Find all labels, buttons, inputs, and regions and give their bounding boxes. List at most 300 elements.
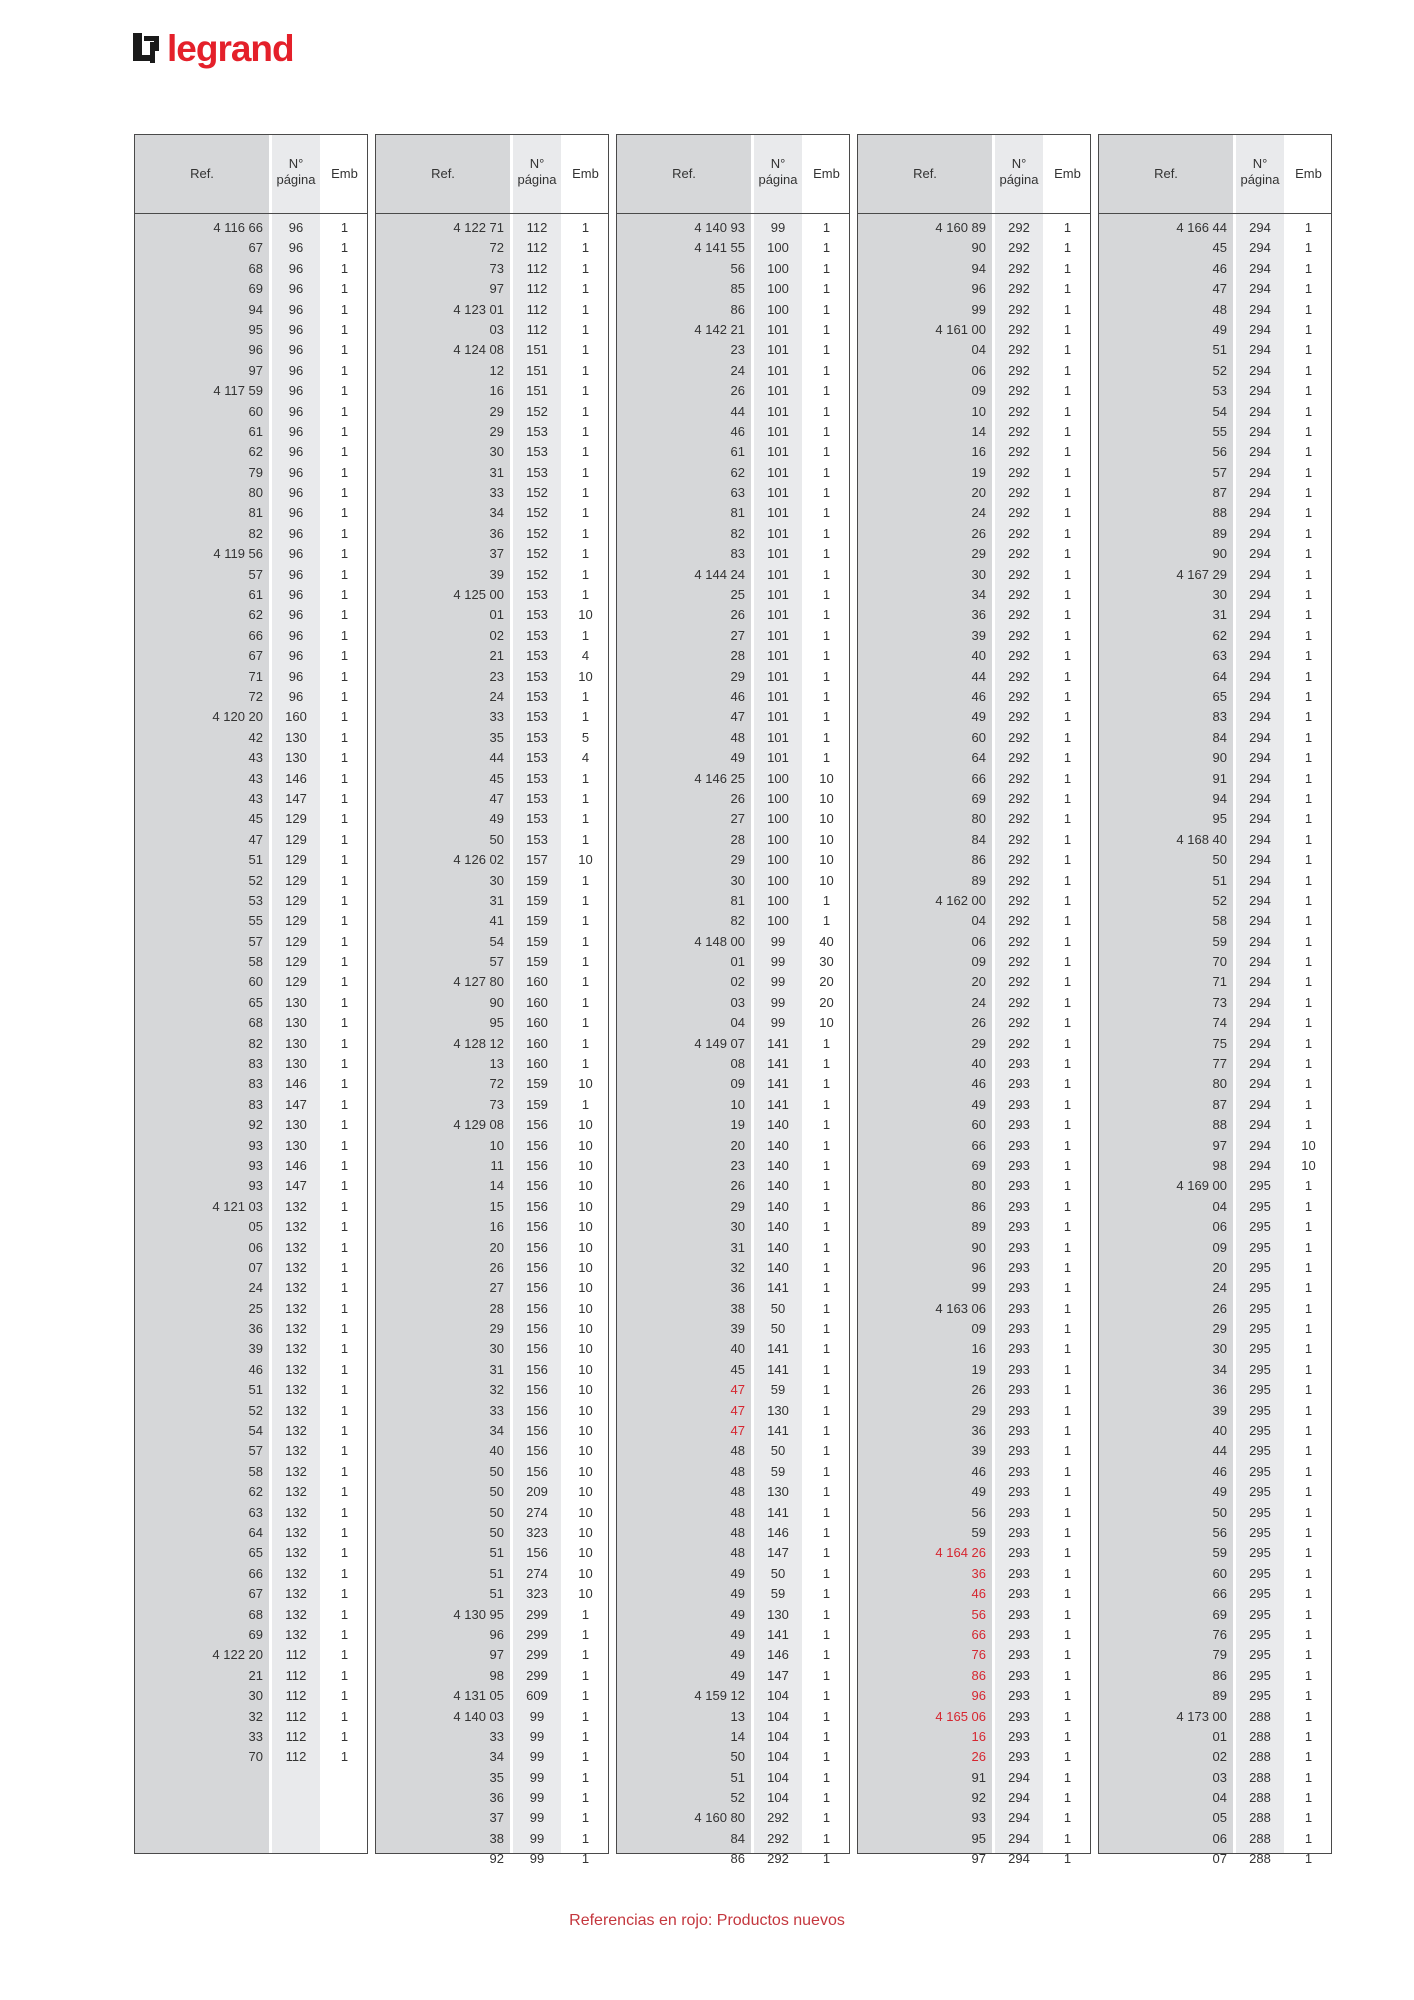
table-row [376, 972, 608, 992]
ref-cell: 79 [1212, 1647, 1227, 1663]
table-row [858, 972, 1090, 992]
page-cell: 140 [767, 1157, 789, 1173]
emb-cell: 1 [822, 1830, 831, 1846]
emb-cell: 1 [1063, 444, 1072, 460]
emb-cell: 1 [822, 1626, 831, 1642]
emb-cell: 1 [1063, 1402, 1072, 1418]
table-row [617, 707, 849, 727]
page-cell: 130 [285, 994, 307, 1010]
page-cell: 292 [1008, 362, 1030, 378]
page-cell: 292 [1008, 729, 1030, 745]
table-row [135, 1747, 367, 1767]
emb-cell: 1 [581, 1056, 590, 1072]
ref-cell: 4 161 00 [935, 321, 986, 337]
ref-cell: 4 160 89 [935, 220, 986, 235]
page-cell: 293 [1008, 1321, 1030, 1337]
ref-cell: 26 [489, 1259, 504, 1275]
emb-cell: 1 [340, 1626, 349, 1642]
page-cell: 294 [1249, 464, 1271, 480]
page-cell: 292 [1008, 525, 1030, 541]
page-cell: 96 [288, 668, 304, 684]
page-cell: 293 [1008, 1056, 1030, 1072]
page-cell: 152 [526, 403, 548, 419]
table-row [135, 503, 367, 523]
page-cell: 112 [285, 1647, 307, 1663]
emb-cell: 1 [1304, 933, 1313, 949]
page-cell: 159 [526, 1076, 548, 1092]
page-cell: 156 [526, 1545, 548, 1561]
ref-cell: 95 [971, 1830, 986, 1846]
ref-cell: 26 [971, 1015, 986, 1031]
table-row [617, 1666, 849, 1686]
page-cell: 293 [1008, 1423, 1030, 1439]
table-row [858, 952, 1090, 972]
emb-cell: 1 [581, 281, 590, 297]
header-page-line1: N° [288, 156, 304, 171]
ref-cell: 20 [1212, 1259, 1227, 1275]
page-cell: 112 [526, 240, 548, 256]
page-cell: 292 [1008, 750, 1030, 766]
emb-cell: 1 [822, 1178, 831, 1194]
ref-cell: 72 [489, 1076, 504, 1092]
table-row [135, 1339, 367, 1359]
table-row [1099, 932, 1331, 952]
ref-cell: 69 [971, 790, 986, 806]
emb-cell: 1 [340, 1749, 349, 1765]
emb-cell: 1 [822, 342, 831, 358]
table-row [617, 1849, 849, 1869]
page-cell: 294 [1249, 403, 1271, 419]
emb-cell: 1 [822, 1463, 831, 1479]
emb-cell: 1 [581, 770, 590, 786]
page-cell: 100 [767, 240, 789, 256]
emb-cell: 1 [822, 321, 831, 337]
table-row [617, 361, 849, 381]
ref-cell: 06 [248, 1239, 263, 1255]
emb-cell: 1 [1304, 1035, 1313, 1051]
page-cell: 50 [770, 1321, 786, 1337]
table-row [858, 809, 1090, 829]
emb-cell: 1 [340, 668, 349, 684]
legrand-mark-icon [133, 33, 161, 65]
table-row [858, 748, 1090, 768]
table-row [376, 748, 608, 768]
table-row [376, 850, 608, 870]
table-row [1099, 1666, 1331, 1686]
ref-cell: 09 [971, 1321, 986, 1337]
page-cell: 132 [285, 1484, 307, 1500]
emb-cell: 10 [578, 1178, 593, 1194]
table-row [376, 1054, 608, 1074]
ref-cell: 34 [489, 1749, 504, 1765]
emb-cell: 1 [1063, 240, 1072, 256]
table-header [858, 135, 1090, 214]
emb-cell: 1 [1063, 688, 1072, 704]
table-row [858, 646, 1090, 666]
ref-cell: 62 [248, 444, 263, 460]
ref-cell: 69 [971, 1157, 986, 1173]
emb-cell: 1 [340, 1382, 349, 1398]
page-cell: 292 [1008, 1015, 1030, 1031]
reference-table [857, 134, 1091, 1867]
ref-cell: 31 [1212, 607, 1227, 623]
emb-cell: 1 [1304, 1117, 1313, 1133]
emb-cell: 10 [578, 1402, 593, 1418]
table-row [858, 524, 1090, 544]
emb-cell: 1 [822, 1280, 831, 1296]
table-row [1099, 544, 1331, 564]
table-row [858, 932, 1090, 952]
emb-cell: 1 [1063, 220, 1072, 235]
header-emb: Emb [813, 166, 840, 181]
emb-cell: 1 [1304, 1259, 1313, 1275]
emb-cell: 1 [1304, 1830, 1313, 1846]
table-row [858, 463, 1090, 483]
table-row [1099, 1136, 1331, 1156]
ref-cell: 51 [248, 1382, 263, 1398]
page-cell: 293 [1008, 1667, 1030, 1683]
emb-cell: 10 [578, 1382, 593, 1398]
table-row [617, 1278, 849, 1298]
ref-cell: 40 [730, 1341, 745, 1357]
page-cell: 96 [288, 607, 304, 623]
table-header [1099, 135, 1331, 214]
ref-cell: 33 [489, 485, 504, 501]
emb-cell: 1 [1063, 281, 1072, 297]
ref-cell: 4 165 06 [935, 1708, 986, 1724]
page-cell: 288 [1249, 1851, 1271, 1867]
ref-cell: 93 [971, 1810, 986, 1826]
table-row [1099, 748, 1331, 768]
emb-cell: 1 [1304, 1647, 1313, 1663]
ref-cell: 38 [489, 1830, 504, 1846]
emb-cell: 1 [822, 688, 831, 704]
page-cell: 146 [767, 1647, 789, 1663]
table-row [617, 1707, 849, 1727]
ref-cell: 29 [730, 668, 745, 684]
emb-cell: 1 [822, 1647, 831, 1663]
page-cell: 293 [1008, 1239, 1030, 1255]
page-cell: 130 [285, 729, 307, 745]
table-row [617, 1380, 849, 1400]
emb-cell: 1 [340, 383, 349, 399]
ref-cell: 60 [971, 1117, 986, 1133]
table-row [376, 728, 608, 748]
emb-cell: 1 [1063, 1463, 1072, 1479]
table-row [617, 1176, 849, 1196]
emb-cell: 1 [1063, 1219, 1072, 1235]
table-row [617, 1421, 849, 1441]
table-row [617, 728, 849, 748]
ref-cell: 50 [489, 1504, 504, 1520]
page-cell: 294 [1249, 648, 1271, 664]
emb-cell: 10 [578, 1504, 593, 1520]
table-row [1099, 871, 1331, 891]
table-row [617, 1238, 849, 1258]
ref-cell: 34 [971, 587, 986, 603]
emb-cell: 1 [1063, 831, 1072, 847]
header-page-line2: página [1240, 172, 1280, 187]
ref-cell: 64 [248, 1525, 263, 1540]
ref-cell: 04 [971, 913, 986, 929]
ref-cell: 91 [971, 1769, 986, 1785]
page-cell: 292 [1008, 546, 1030, 562]
page-cell: 140 [767, 1137, 789, 1153]
ref-cell: 80 [971, 1178, 986, 1194]
emb-cell: 1 [581, 933, 590, 949]
emb-cell: 5 [581, 729, 590, 745]
table-row [135, 1197, 367, 1217]
ref-cell: 54 [248, 1423, 263, 1439]
page-cell: 294 [1249, 505, 1271, 521]
emb-cell: 1 [1063, 1790, 1072, 1806]
emb-cell: 10 [578, 1137, 593, 1153]
ref-cell: 51 [1212, 872, 1227, 888]
table-row [135, 707, 367, 727]
page-cell: 295 [1249, 1626, 1271, 1642]
page-cell: 141 [767, 1096, 789, 1112]
page-cell: 151 [526, 362, 548, 378]
emb-cell: 1 [581, 892, 590, 908]
ref-cell: 23 [730, 342, 745, 358]
emb-cell: 1 [1063, 1484, 1072, 1500]
table-row [376, 1605, 608, 1625]
ref-cell: 4 173 00 [1176, 1708, 1227, 1724]
table-row [376, 1523, 608, 1543]
page-cell: 153 [526, 423, 548, 439]
page-cell: 292 [767, 1830, 789, 1846]
page-cell: 294 [1249, 1076, 1271, 1092]
page-cell: 323 [526, 1586, 548, 1602]
table-row [858, 1380, 1090, 1400]
page-cell: 96 [288, 648, 304, 664]
table-row [135, 728, 367, 748]
emb-cell: 1 [822, 362, 831, 378]
page-cell: 160 [526, 1035, 548, 1051]
table-row [135, 748, 367, 768]
page-cell: 294 [1249, 770, 1271, 786]
header-emb: Emb [572, 166, 599, 181]
ref-cell: 52 [248, 872, 263, 888]
ref-cell: 89 [1212, 1688, 1227, 1704]
ref-cell: 69 [248, 281, 263, 297]
table-row [858, 1217, 1090, 1237]
table-row [135, 1564, 367, 1584]
ref-cell: 23 [730, 1157, 745, 1173]
emb-cell: 1 [340, 852, 349, 868]
ref-cell: 74 [1212, 1015, 1227, 1031]
page-cell: 101 [767, 587, 789, 603]
table-row [376, 1808, 608, 1828]
page-cell: 153 [526, 648, 548, 664]
page-cell: 295 [1249, 1484, 1271, 1500]
page-cell: 293 [1008, 1463, 1030, 1479]
emb-cell: 1 [822, 485, 831, 501]
page-cell: 152 [526, 485, 548, 501]
page-cell: 160 [526, 1056, 548, 1072]
emb-cell: 1 [1063, 1300, 1072, 1316]
table-row [858, 1258, 1090, 1278]
emb-cell: 1 [1304, 321, 1313, 337]
emb-cell: 1 [1304, 1300, 1313, 1316]
ref-cell: 65 [248, 994, 263, 1010]
ref-cell: 50 [489, 1484, 504, 1500]
ref-cell: 04 [1212, 1790, 1227, 1806]
ref-cell: 39 [971, 627, 986, 643]
page-cell: 96 [288, 362, 304, 378]
table-row [617, 524, 849, 544]
emb-cell: 1 [340, 1708, 349, 1724]
ref-cell: 70 [1212, 954, 1227, 970]
table-row [617, 1686, 849, 1706]
page-cell: 292 [1008, 281, 1030, 297]
page-cell: 293 [1008, 1586, 1030, 1602]
ref-cell: 90 [1212, 546, 1227, 562]
emb-cell: 1 [340, 1137, 349, 1153]
emb-cell: 1 [1063, 1035, 1072, 1051]
page-cell: 295 [1249, 1178, 1271, 1194]
page-cell: 141 [767, 1504, 789, 1520]
table-row [858, 1115, 1090, 1135]
reference-table [375, 134, 609, 1867]
table-row [376, 1136, 608, 1156]
page-cell: 147 [285, 1096, 307, 1112]
emb-cell: 1 [822, 587, 831, 603]
page-cell: 132 [285, 1198, 307, 1214]
table-row [135, 830, 367, 850]
emb-cell: 1 [1304, 1769, 1313, 1785]
table-row [135, 1686, 367, 1706]
ref-cell: 50 [489, 1525, 504, 1540]
table-row [135, 850, 367, 870]
page-cell: 292 [1008, 240, 1030, 256]
emb-cell: 1 [581, 321, 590, 337]
emb-cell: 1 [1063, 648, 1072, 664]
emb-cell: 1 [1304, 1361, 1313, 1377]
page-cell: 112 [526, 321, 548, 337]
emb-cell: 1 [340, 1504, 349, 1520]
emb-cell: 1 [822, 1117, 831, 1133]
emb-cell: 1 [1304, 1606, 1313, 1622]
page-cell: 152 [526, 546, 548, 562]
page-cell: 141 [767, 1361, 789, 1377]
emb-cell: 1 [1304, 403, 1313, 419]
page-cell: 295 [1249, 1606, 1271, 1622]
emb-cell: 1 [1063, 1647, 1072, 1663]
emb-cell: 1 [581, 1606, 590, 1622]
table-row [1099, 1156, 1331, 1176]
table-row [135, 1401, 367, 1421]
ref-cell: 46 [1212, 1463, 1227, 1479]
emb-cell: 1 [581, 1035, 590, 1051]
table-row [376, 626, 608, 646]
table-row [376, 1034, 608, 1054]
table-row [135, 544, 367, 564]
ref-cell: 76 [971, 1647, 986, 1663]
ref-cell: 84 [730, 1830, 745, 1846]
emb-cell: 10 [578, 1280, 593, 1296]
page-cell: 292 [1008, 505, 1030, 521]
page-cell: 151 [526, 383, 548, 399]
emb-cell: 1 [1063, 1382, 1072, 1398]
ref-cell: 92 [489, 1851, 504, 1867]
page-cell: 100 [767, 260, 789, 276]
ref-cell: 30 [489, 444, 504, 460]
table-row [135, 1299, 367, 1319]
emb-cell: 10 [578, 1463, 593, 1479]
table-row [617, 972, 849, 992]
table-row [858, 1360, 1090, 1380]
ref-cell: 58 [248, 954, 263, 970]
page-cell: 153 [526, 770, 548, 786]
page-cell: 293 [1008, 1545, 1030, 1561]
page-cell: 294 [1008, 1830, 1030, 1846]
header-emb: Emb [1054, 166, 1081, 181]
emb-cell: 1 [581, 1626, 590, 1642]
emb-cell: 1 [822, 1545, 831, 1561]
emb-cell: 1 [581, 1728, 590, 1744]
ref-cell: 16 [971, 444, 986, 460]
ref-cell: 49 [730, 1667, 745, 1683]
page-cell: 96 [288, 342, 304, 358]
ref-cell: 66 [971, 770, 986, 786]
emb-cell: 1 [822, 403, 831, 419]
page-cell: 292 [1008, 627, 1030, 643]
table-row [1099, 1401, 1331, 1421]
page-cell: 104 [767, 1688, 789, 1704]
table-row [1099, 707, 1331, 727]
ref-cell: 96 [971, 1259, 986, 1275]
ref-cell: 73 [1212, 994, 1227, 1010]
ref-cell: 63 [1212, 648, 1227, 664]
table-row [858, 1788, 1090, 1808]
table-row [135, 1054, 367, 1074]
ref-cell: 83 [1212, 709, 1227, 725]
ref-cell: 87 [1212, 1096, 1227, 1112]
emb-cell: 1 [1063, 525, 1072, 541]
emb-cell: 1 [822, 1219, 831, 1235]
emb-cell: 1 [1304, 688, 1313, 704]
ref-cell: 70 [248, 1749, 263, 1765]
page-cell: 130 [767, 1484, 789, 1500]
ref-cell: 81 [248, 505, 263, 521]
ref-cell: 58 [1212, 913, 1227, 929]
ref-cell: 96 [489, 1626, 504, 1642]
page-cell: 159 [526, 933, 548, 949]
page-cell: 100 [767, 301, 789, 317]
table-row [135, 565, 367, 585]
emb-cell: 1 [1304, 750, 1313, 766]
emb-cell: 1 [581, 1688, 590, 1704]
page-cell: 112 [526, 260, 548, 276]
page-cell: 132 [285, 1504, 307, 1520]
page-cell: 156 [526, 1402, 548, 1418]
ref-cell: 31 [730, 1239, 745, 1255]
table-row [376, 932, 608, 952]
table-row [1099, 483, 1331, 503]
emb-cell: 1 [340, 281, 349, 297]
table-row [617, 1808, 849, 1828]
page-cell: 160 [526, 994, 548, 1010]
page-cell: 101 [767, 668, 789, 684]
ref-cell: 93 [248, 1157, 263, 1173]
ref-cell: 69 [1212, 1606, 1227, 1622]
table-row [617, 871, 849, 891]
ref-cell: 97 [489, 1647, 504, 1663]
ref-cell: 31 [489, 464, 504, 480]
page-cell: 292 [1008, 464, 1030, 480]
table-row [858, 1584, 1090, 1604]
